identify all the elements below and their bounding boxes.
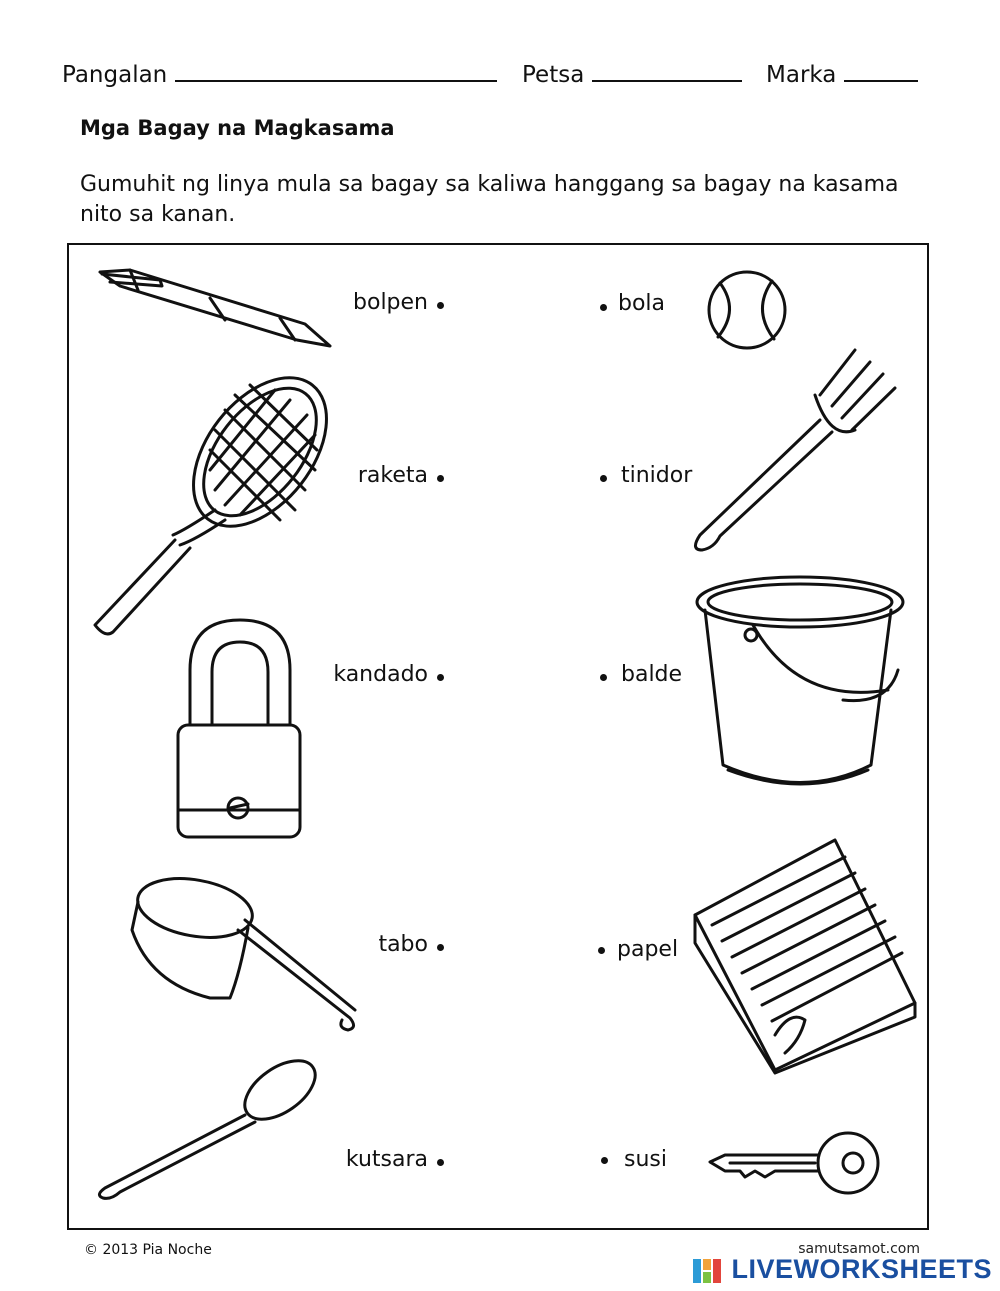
dipper-icon xyxy=(120,868,365,1033)
padlock-icon xyxy=(170,610,315,842)
copyright-text: © 2013 Pia Noche xyxy=(84,1242,212,1258)
pen-icon xyxy=(90,262,340,357)
date-blank[interactable] xyxy=(592,58,742,82)
left-label-4: tabo xyxy=(378,932,428,957)
notepad-icon xyxy=(690,835,920,1075)
right-dot-1[interactable] xyxy=(600,304,607,311)
left-label-5: kutsara xyxy=(345,1147,428,1172)
left-dot-1[interactable] xyxy=(437,302,444,309)
site-url[interactable]: samutsamot.com xyxy=(798,1241,920,1257)
brand-name: LIVEWORKSHEETS xyxy=(731,1254,992,1284)
right-label-5: susi xyxy=(624,1147,667,1172)
date-field xyxy=(522,58,742,88)
right-label-1: bola xyxy=(618,291,666,316)
right-label-4: papel xyxy=(617,937,679,962)
right-dot-5[interactable] xyxy=(601,1157,608,1164)
spoon-icon xyxy=(85,1050,330,1200)
left-dot-5[interactable] xyxy=(437,1159,444,1166)
bucket-icon xyxy=(693,570,908,795)
instructions: Gumuhit ng linya mula sa bagay sa kaliwa hanggang sa bagay na kasama nito sa kanan. xyxy=(80,172,899,227)
right-dot-3[interactable] xyxy=(600,674,607,681)
liveworksheets-logo-icon xyxy=(692,1258,722,1284)
left-dot-2[interactable] xyxy=(437,475,444,482)
fork-icon xyxy=(680,340,905,555)
score-label: Marka xyxy=(766,62,837,88)
worksheet-title: Mga Bagay na Magkasama xyxy=(80,116,395,140)
left-dot-4[interactable] xyxy=(437,944,444,951)
key-icon xyxy=(705,1125,880,1200)
score-field xyxy=(766,58,918,88)
left-label-3: kandado xyxy=(333,662,428,687)
left-dot-3[interactable] xyxy=(437,674,444,681)
right-dot-2[interactable] xyxy=(600,475,607,482)
left-label-1: bolpen xyxy=(353,290,428,315)
right-dot-4[interactable] xyxy=(598,947,605,954)
name-label: Pangalan xyxy=(62,62,168,88)
racket-icon xyxy=(85,370,340,645)
date-label: Petsa xyxy=(522,62,585,88)
name-field xyxy=(62,58,497,88)
left-label-2: raketa xyxy=(357,463,428,488)
score-blank[interactable] xyxy=(844,58,918,82)
name-blank[interactable] xyxy=(175,58,497,82)
right-label-3: balde xyxy=(621,662,683,687)
right-label-2: tinidor xyxy=(621,463,693,488)
